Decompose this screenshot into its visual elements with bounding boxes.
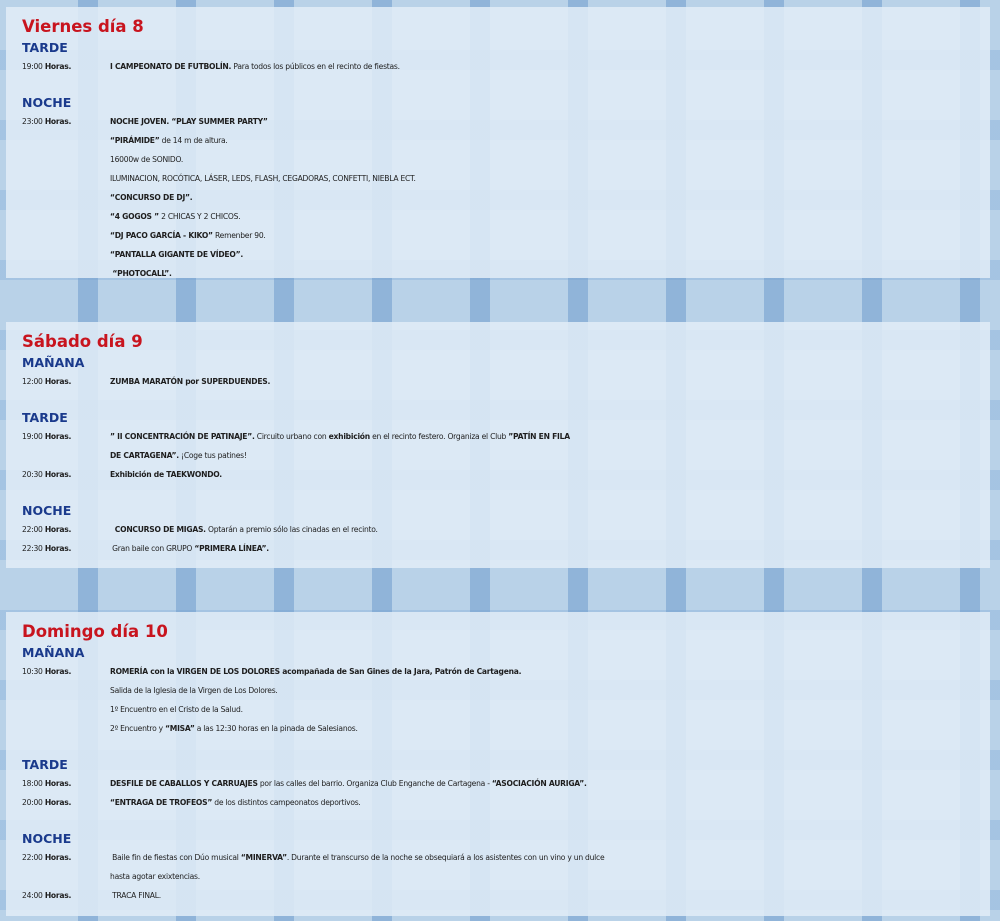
event-time: 10:30 Horas. <box>22 667 72 676</box>
event-time: 18:00 Horas. <box>22 779 72 788</box>
day-title: Domingo día 10 <box>22 622 168 641</box>
event-title: I CAMPEONATO DE FUTBOLÍN. <box>110 62 232 71</box>
period-label-noche: NOCHE <box>22 831 72 846</box>
event-detail: DE CARTAGENA”. ¡Coge tus patines! <box>110 451 247 460</box>
period-label-noche: NOCHE <box>22 95 72 110</box>
event-time: 12:00 Horas. <box>22 377 72 386</box>
period-label-tarde: TARDE <box>22 410 68 425</box>
event-text: Para todos los públicos en el recinto de fiestas. <box>231 62 400 71</box>
event-detail: “PIRÁMIDE” de 14 m de altura. <box>110 136 228 145</box>
period-label-manana: MAÑANA <box>22 355 85 370</box>
event-detail: “4 GOGOS ” 2 CHICAS Y 2 CHICOS. <box>110 212 241 221</box>
friday-panel <box>6 7 990 278</box>
event-row <box>22 662 990 681</box>
event-row: 18:00 Horas. DESFILE DE CABALLOS Y CARRUAJES por las calles del barrio. Organiza Club Enganche de Cartagena - “ASOCIACIÓN AURIGA”. <box>22 774 990 793</box>
event-title: Exhibición de TAEKWONDO. <box>110 470 222 479</box>
event-row <box>22 465 990 484</box>
event-row: 24:00 Horas. TRACA FINAL. <box>22 886 990 905</box>
day-title: Sábado día 9 <box>22 332 143 351</box>
event-title: ZUMBA MARATÓN por SUPERDUENDES. <box>110 377 271 386</box>
event-time: 20:30 Horas. <box>22 470 72 479</box>
sunday-panel <box>6 612 990 916</box>
event-detail: 16000w de SONIDO. <box>110 155 184 164</box>
event-detail: “PHOTOCALL”. <box>110 269 172 278</box>
event-row <box>22 112 990 131</box>
event-detail: 2º Encuentro y “MISA” a las 12:30 horas en la pinada de Salesianos. <box>110 724 358 733</box>
event-detail: “CONCURSO DE DJ”. <box>110 193 193 202</box>
event-time: 20:00 Horas. <box>22 798 72 807</box>
event-time: 22:00 Horas. <box>22 853 72 862</box>
event-time: 19:00 Horas. <box>22 432 72 441</box>
event-time: 22:00 Horas. <box>22 525 72 534</box>
event-row: 22:00 Horas. CONCURSO DE MIGAS. Optarán a premio sólo las cinadas en el recinto. <box>22 520 990 539</box>
event-row: 19:00 Horas. ” II CONCENTRACIÓN DE PATINAJE”. Circuito urbano con exhibición en el recinto festero. Organiza el Club ”PATÍN EN FILA <box>22 427 990 446</box>
period-label-manana: MAÑANA <box>22 645 85 660</box>
event-detail: “DJ PACO GARCÍA - KIKO” Remenber 90. <box>110 231 266 240</box>
event-row: 22:30 Horas. Gran baile con GRUPO “PRIMERA LÍNEA”. <box>22 539 990 558</box>
saturday-panel <box>6 322 990 568</box>
event-detail: 1º Encuentro en el Cristo de la Salud. <box>110 705 243 714</box>
event-row <box>22 57 990 76</box>
event-title: NOCHE JOVEN. “PLAY SUMMER PARTY” <box>110 117 268 126</box>
event-detail: ILUMINACION, ROCÓTICA, LÁSER, LEDS, FLASH, CEGADORAS, CONFETTI, NIEBLA ECT. <box>110 174 416 183</box>
period-label-noche: NOCHE <box>22 503 72 518</box>
event-time: 24:00 Horas. <box>22 891 72 900</box>
event-detail: hasta agotar exixtencias. <box>110 872 200 881</box>
event-row: 20:00 Horas. “ENTRAGA DE TROFEOS” de los distintos campeonatos deportivos. <box>22 793 990 812</box>
event-detail: Salida de la Iglesia de la Virgen de Los Dolores. <box>110 686 278 695</box>
event-time: 22:30 Horas. <box>22 544 72 553</box>
period-label-tarde: TARDE <box>22 40 68 55</box>
event-title: ROMERÍA con la VIRGEN DE LOS DOLORES acompañada de San Gines de la Jara, Patrón de Cartagena. <box>110 667 522 676</box>
event-time: 23:00 Horas. <box>22 117 72 126</box>
event-time: 19:00 Horas. <box>22 62 72 71</box>
event-row: 22:00 Horas. Baile fin de fiestas con Dúo musical “MINERVA”. Durante el transcurso de la noche se obsequiará a los asistentes con un vino y un dulce <box>22 848 990 867</box>
event-row <box>22 372 990 391</box>
period-label-tarde: TARDE <box>22 757 68 772</box>
day-title: Viernes día 8 <box>22 17 144 36</box>
event-detail: “PANTALLA GIGANTE DE VÍDEO”. <box>110 250 243 259</box>
